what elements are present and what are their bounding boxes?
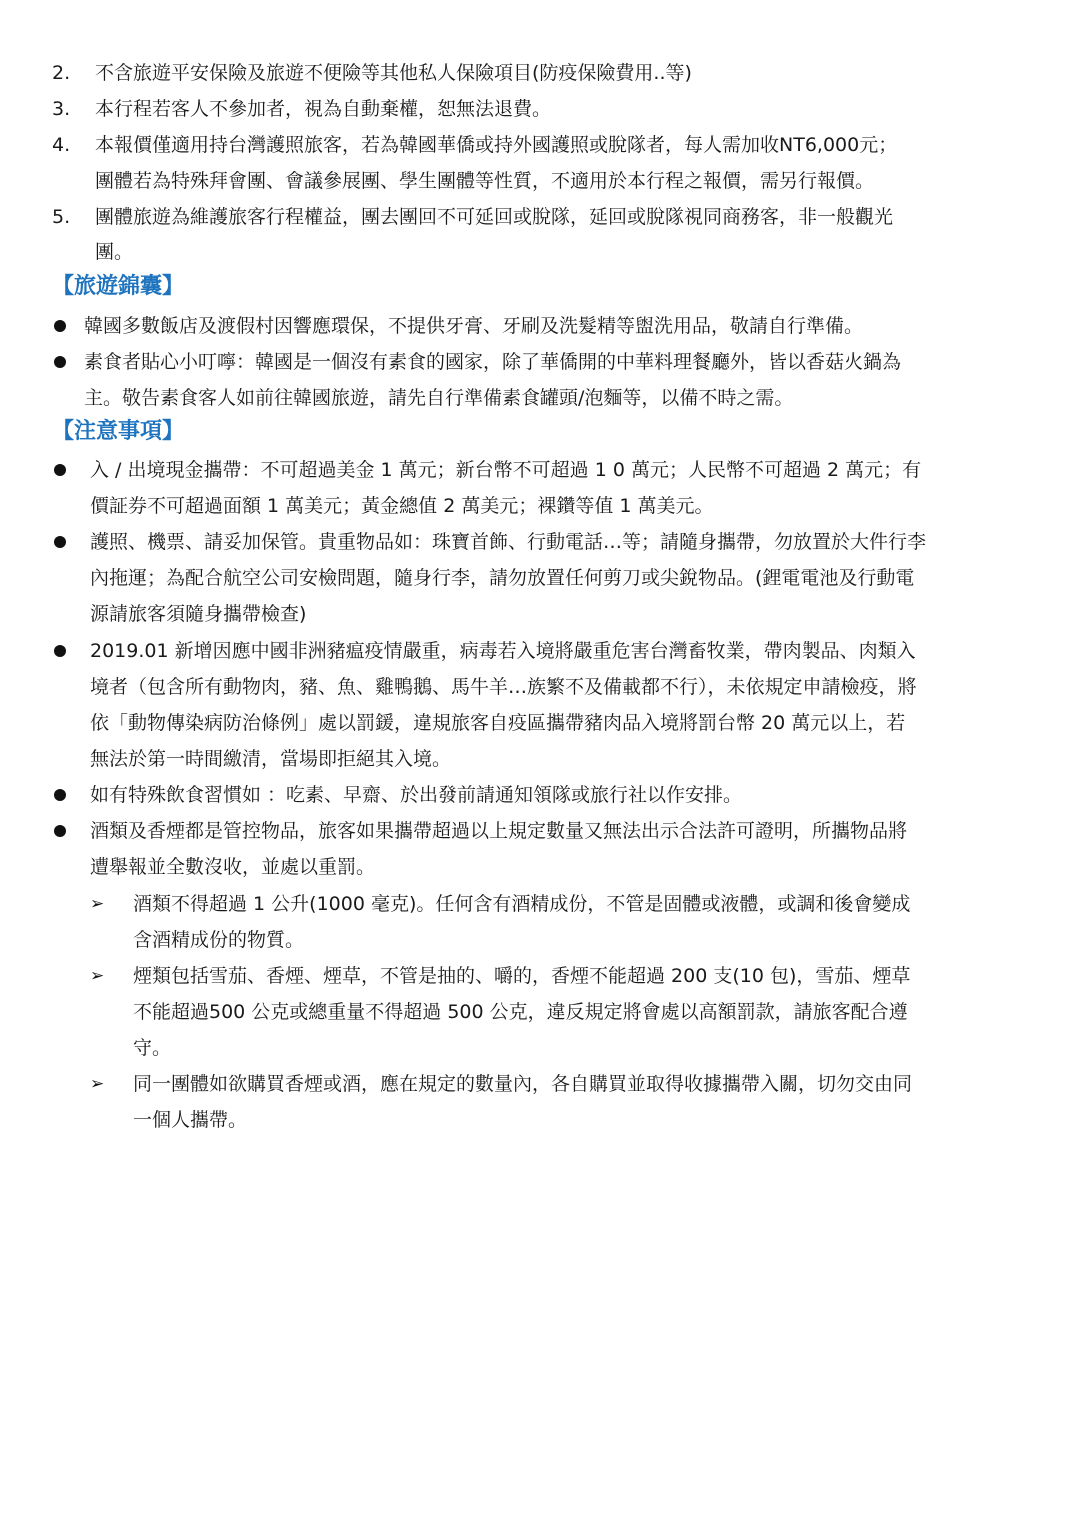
text-line: 入 / 出境現金攜帶：不可超過美金 1 萬元；新台幣不可超過 1 0 萬元；人民幣不可超過 2 萬元；有 <box>90 459 922 481</box>
bullet-icon <box>54 536 66 548</box>
text-line: 團。 <box>95 241 134 263</box>
item-number: 2. <box>52 62 71 84</box>
text-line: 團體若為特殊拜會團、會議參展團、學生團體等性質，不適用於本行程之報價，需另行報價。 <box>95 170 875 192</box>
item-number: 5. <box>52 206 71 228</box>
arrow-bullet-icon: ➢ <box>90 1074 105 1094</box>
text-line: 內拖運；為配合航空公司安檢問題，隨身行李，請勿放置任何剪刀或尖銳物品。(鋰電電池及行動電 <box>90 567 915 589</box>
text-line: 一個人攜帶。 <box>133 1109 248 1131</box>
text-line: 本行程若客人不參加者，視為自動棄權，恕無法退費。 <box>95 98 552 120</box>
text-line: 不能超過500 公克或總重量不得超過 500 公克，違反規定將會處以高額罰款，請旅客配合遵 <box>133 1001 908 1023</box>
text-line: 韓國多數飯店及渡假村因響應環保，不提供牙膏、牙刷及洗髮精等盥洗用品，敬請自行準備。 <box>84 315 864 337</box>
text-line: 依「動物傳染病防治條例」處以罰鍰，違規旅客自疫區攜帶豬肉品入境將罰台幣 20 萬元以上，若 <box>90 712 906 734</box>
text-line: 煙類包括雪茄、香煙、煙草，不管是抽的、嚼的，香煙不能超過 200 支(10 包)，雪茄、煙草 <box>133 965 911 987</box>
bullet-icon <box>54 645 66 657</box>
text-line: 守。 <box>133 1037 172 1059</box>
text-line: 酒類及香煙都是管控物品，旅客如果攜帶超過以上規定數量又無法出示合法許可證明，所攜物品將 <box>90 820 908 842</box>
arrow-bullet-icon: ➢ <box>90 966 105 986</box>
text-line: 不含旅遊平安保險及旅遊不便險等其他私人保險項目(防疫保險費用..等) <box>95 62 692 84</box>
text-line: 2019.01 新增因應中國非洲豬瘟疫情嚴重，病毒若入境將嚴重危害台灣畜牧業，帶肉製品、肉類入 <box>90 640 916 662</box>
text-line: 如有特殊飲食習慣如 ：吃素、早齋、於出發前請通知領隊或旅行社以作安排。 <box>90 784 743 806</box>
bullet-icon <box>54 825 66 837</box>
text-line: 護照、機票、請妥加保管。貴重物品如：珠寶首飾、行動電話…等；請隨身攜帶，勿放置於大件行李 <box>90 531 927 553</box>
text-line: 素食者貼心小叮嚀：韓國是一個沒有素食的國家，除了華僑開的中華料理餐廳外，皆以香菇火鍋為 <box>84 351 902 373</box>
text-line: 價証券不可超過面額 1 萬美元；黃金總值 2 萬美元；裸鑽等值 1 萬美元。 <box>90 495 714 517</box>
text-line: 本報價僅適用持台灣護照旅客，若為韓國華僑或持外國護照或脫隊者，每人需加收NT6,000元； <box>95 134 898 156</box>
text-line: 主。敬告素食客人如前往韓國旅遊，請先自行準備素食罐頭/泡麵等，以備不時之需。 <box>84 387 794 409</box>
text-line: 酒類不得超過 1 公升(1000 毫克)。任何含有酒精成份，不管是固體或液體，或調和後會變成 <box>133 893 911 915</box>
item-number: 4. <box>52 134 71 156</box>
section-heading-tips: 【旅遊錦囊】 <box>52 274 185 299</box>
text-line: 無法於第一時間繳清，當場即拒絕其入境。 <box>90 748 452 770</box>
text-line: 遭舉報並全數沒收，並處以重罰。 <box>90 856 376 878</box>
arrow-bullet-icon: ➢ <box>90 894 105 914</box>
text-line: 源請旅客須隨身攜帶檢查) <box>90 603 307 625</box>
bullet-icon <box>54 320 66 332</box>
section-heading-notes: 【注意事項】 <box>52 419 185 444</box>
bullet-icon <box>54 356 66 368</box>
bullet-icon <box>54 789 66 801</box>
text-line: 境者（包含所有動物肉，豬、魚、雞鴨鵝、馬牛羊…族繁不及備載都不行），未依規定申請檢疫，將 <box>90 676 917 698</box>
item-number: 3. <box>52 98 71 120</box>
text-line: 同一團體如欲購買香煙或酒，應在規定的數量內，各自購買並取得收據攜帶入關，切勿交由同 <box>133 1073 913 1095</box>
bullet-icon <box>54 464 66 476</box>
text-line: 團體旅遊為維護旅客行程權益，團去團回不可延回或脫隊，延回或脫隊視同商務客，非一般觀光 <box>95 206 894 228</box>
text-line: 含酒精成份的物質。 <box>133 929 305 951</box>
